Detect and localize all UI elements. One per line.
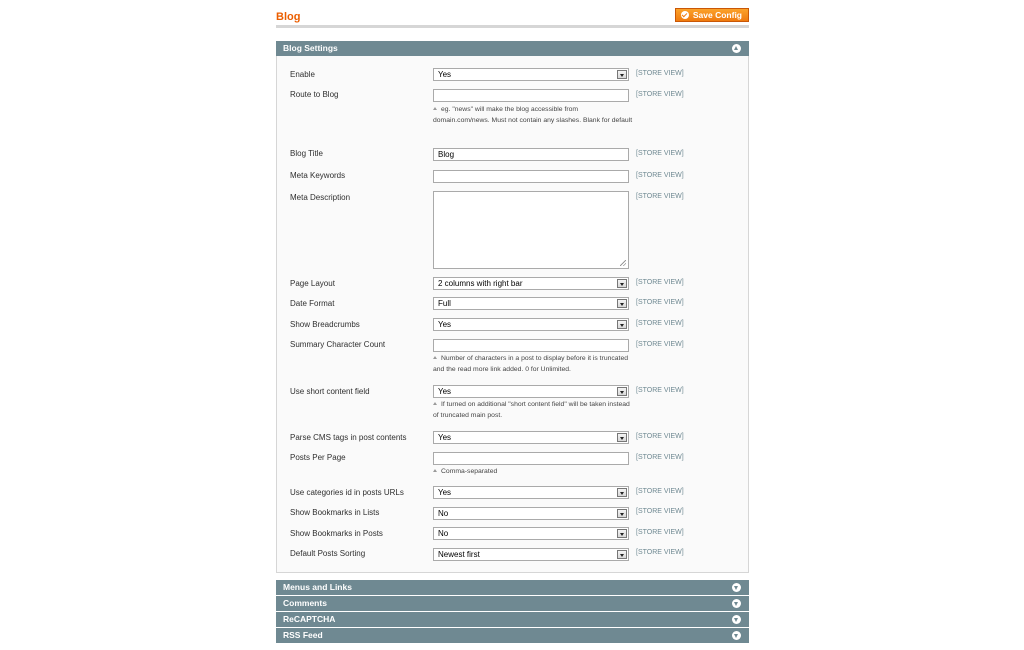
short-content-note: If turned on additional "short content field" will be taken instead of truncated main post. <box>433 401 630 419</box>
bookmarks-posts-value: No <box>438 529 449 538</box>
note-arrow-icon <box>433 356 437 359</box>
section-rss-feed[interactable] <box>276 628 749 643</box>
enable-select[interactable] <box>433 68 629 81</box>
scope-label: [STORE VIEW] <box>636 299 684 306</box>
categories-urls-select[interactable] <box>433 486 629 499</box>
blog-title-input[interactable] <box>433 148 629 161</box>
breadcrumbs-label: Show Breadcrumbs <box>290 320 360 329</box>
chevron-down-icon[interactable] <box>617 529 627 538</box>
expand-icon[interactable] <box>732 599 741 608</box>
posts-sorting-select[interactable] <box>433 548 629 561</box>
short-content-value: Yes <box>438 387 452 396</box>
page-header <box>276 0 749 28</box>
route-note: eg. "news" will make the blog accessible from domain.com/news. Must not contain any slashes. Blank for default <box>433 106 633 124</box>
scope-label: [STORE VIEW] <box>636 320 684 327</box>
short-content-label: Use short content field <box>290 387 370 396</box>
note-arrow-icon <box>433 469 437 472</box>
note-arrow-icon <box>433 107 437 110</box>
section-comments[interactable] <box>276 596 749 611</box>
scope-label: [STORE VIEW] <box>636 172 684 179</box>
date-format-value: Full <box>438 299 451 308</box>
summary-count-input[interactable] <box>433 339 629 352</box>
categories-urls-label: Use categories id in posts URLs <box>290 488 404 497</box>
expand-icon[interactable] <box>732 631 741 640</box>
scope-label: [STORE VIEW] <box>636 454 684 461</box>
resize-handle-icon[interactable] <box>620 260 626 266</box>
save-config-button[interactable] <box>675 8 749 22</box>
collapse-icon[interactable] <box>732 44 741 53</box>
enable-value: Yes <box>438 70 452 79</box>
scope-label: [STORE VIEW] <box>636 488 684 495</box>
section-menus-and-links[interactable] <box>276 580 749 595</box>
section-title: Menus and Links <box>283 582 352 592</box>
chevron-down-icon[interactable] <box>617 488 627 497</box>
chevron-down-icon[interactable] <box>617 509 627 518</box>
date-format-select[interactable] <box>433 297 629 310</box>
section-title: RSS Feed <box>283 630 323 640</box>
short-content-select[interactable] <box>433 385 629 398</box>
scope-label: [STORE VIEW] <box>636 341 684 348</box>
section-title: Blog Settings <box>283 43 338 53</box>
posts-sorting-label: Default Posts Sorting <box>290 549 366 558</box>
note-arrow-icon <box>433 402 437 405</box>
parse-cms-label: Parse CMS tags in post contents <box>290 433 407 442</box>
blog-title-label: Blog Title <box>290 149 323 158</box>
scope-label: [STORE VIEW] <box>636 91 684 98</box>
scope-label: [STORE VIEW] <box>636 387 684 394</box>
check-icon <box>681 11 689 19</box>
page-layout-select[interactable] <box>433 277 629 290</box>
chevron-down-icon[interactable] <box>617 279 627 288</box>
bookmarks-lists-value: No <box>438 509 449 518</box>
categories-urls-value: Yes <box>438 488 452 497</box>
date-format-label: Date Format <box>290 299 335 308</box>
breadcrumbs-value: Yes <box>438 320 452 329</box>
posts-per-page-note: Comma-separated <box>433 467 633 478</box>
summary-count-note: Number of characters in a post to display before it is truncated and the read more link added. 0 for Unlimited. <box>433 355 629 373</box>
meta-keywords-label: Meta Keywords <box>290 171 346 180</box>
summary-count-label: Summary Character Count <box>290 340 386 349</box>
route-label: Route to Blog <box>290 90 339 99</box>
section-title: ReCAPTCHA <box>283 614 336 624</box>
chevron-down-icon[interactable] <box>617 387 627 396</box>
meta-description-label: Meta Description <box>290 193 351 202</box>
section-blog-settings[interactable] <box>276 41 749 56</box>
section-recaptcha[interactable] <box>276 612 749 627</box>
page-layout-value: 2 columns with right bar <box>438 279 523 288</box>
scope-label: [STORE VIEW] <box>636 150 684 157</box>
posts-per-page-label: Posts Per Page <box>290 453 346 462</box>
bookmarks-lists-label: Show Bookmarks in Lists <box>290 508 380 517</box>
chevron-down-icon[interactable] <box>617 433 627 442</box>
section-title: Comments <box>283 598 327 608</box>
scope-label: [STORE VIEW] <box>636 279 684 286</box>
parse-cms-select[interactable] <box>433 431 629 444</box>
scope-label: [STORE VIEW] <box>636 508 684 515</box>
chevron-down-icon[interactable] <box>617 320 627 329</box>
scope-label: [STORE VIEW] <box>636 549 684 556</box>
scope-label: [STORE VIEW] <box>636 433 684 440</box>
expand-icon[interactable] <box>732 615 741 624</box>
enable-label: Enable <box>290 70 315 79</box>
chevron-down-icon[interactable] <box>617 70 627 79</box>
page-layout-label: Page Layout <box>290 279 335 288</box>
bookmarks-posts-select[interactable] <box>433 527 629 540</box>
expand-icon[interactable] <box>732 583 741 592</box>
bookmarks-posts-label: Show Bookmarks in Posts <box>290 529 383 538</box>
route-input[interactable] <box>433 89 629 102</box>
meta-keywords-input[interactable] <box>433 170 629 183</box>
scope-label: [STORE VIEW] <box>636 70 684 77</box>
page-title: Blog <box>276 11 301 23</box>
meta-description-textarea[interactable] <box>433 191 629 269</box>
scope-label: [STORE VIEW] <box>636 529 684 536</box>
parse-cms-value: Yes <box>438 433 452 442</box>
posts-sorting-value: Newest first <box>438 550 480 559</box>
chevron-down-icon[interactable] <box>617 299 627 308</box>
save-config-label: Save Config <box>692 10 742 20</box>
breadcrumbs-select[interactable] <box>433 318 629 331</box>
posts-per-page-input[interactable] <box>433 452 629 465</box>
bookmarks-lists-select[interactable] <box>433 507 629 520</box>
scope-label: [STORE VIEW] <box>636 193 684 200</box>
chevron-down-icon[interactable] <box>617 550 627 559</box>
